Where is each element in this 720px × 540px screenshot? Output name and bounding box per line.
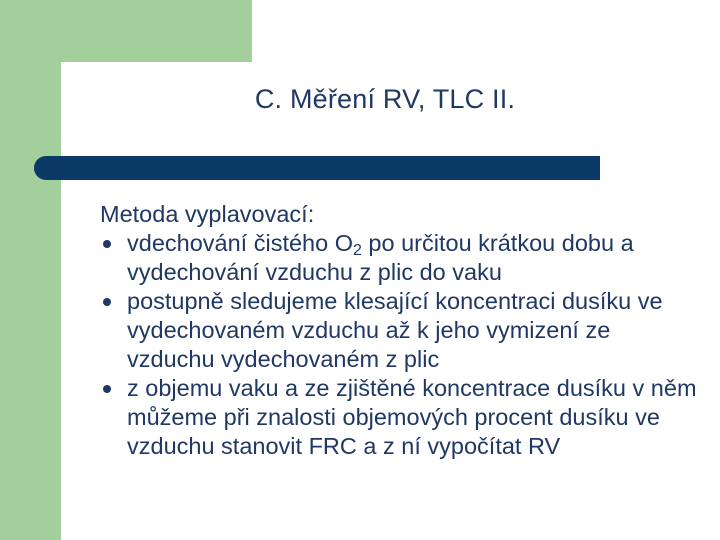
bullet-text: postupně sledujeme klesající koncentraci dusíku ve vydechovaném vzduchu až k jeho vymizení ze vzduchu vydechovaném z plic — [127, 288, 663, 372]
bullet-dot-icon — [103, 240, 111, 248]
subscript-text: 2 — [353, 242, 362, 259]
bullet-item — [100, 287, 700, 374]
bullet-item — [100, 374, 700, 461]
slide-content — [100, 200, 700, 461]
title-divider-bar — [34, 156, 600, 180]
intro-text: Metoda vyplavovací: — [100, 201, 315, 227]
decorative-green-bar-left — [0, 0, 61, 540]
bullet-text-part: po určitou krátkou dobu a vydechování vzduchu z plic do vaku — [127, 230, 634, 285]
bullet-dot-icon — [103, 385, 111, 393]
bullet-text-part: vdechování čistého O — [127, 230, 353, 256]
slide-title: C. Měření RV, TLC II. — [254, 84, 516, 114]
bullet-item — [100, 229, 700, 287]
bullet-dot-icon — [103, 298, 111, 306]
bullet-list — [100, 229, 700, 461]
bullet-text: z objemu vaku a ze zjištěné koncentrace dusíku v něm můžeme při znalosti objemových procent dusíku ve vzduchu stanovit FRC a z ní vypočítat RV — [127, 375, 697, 459]
